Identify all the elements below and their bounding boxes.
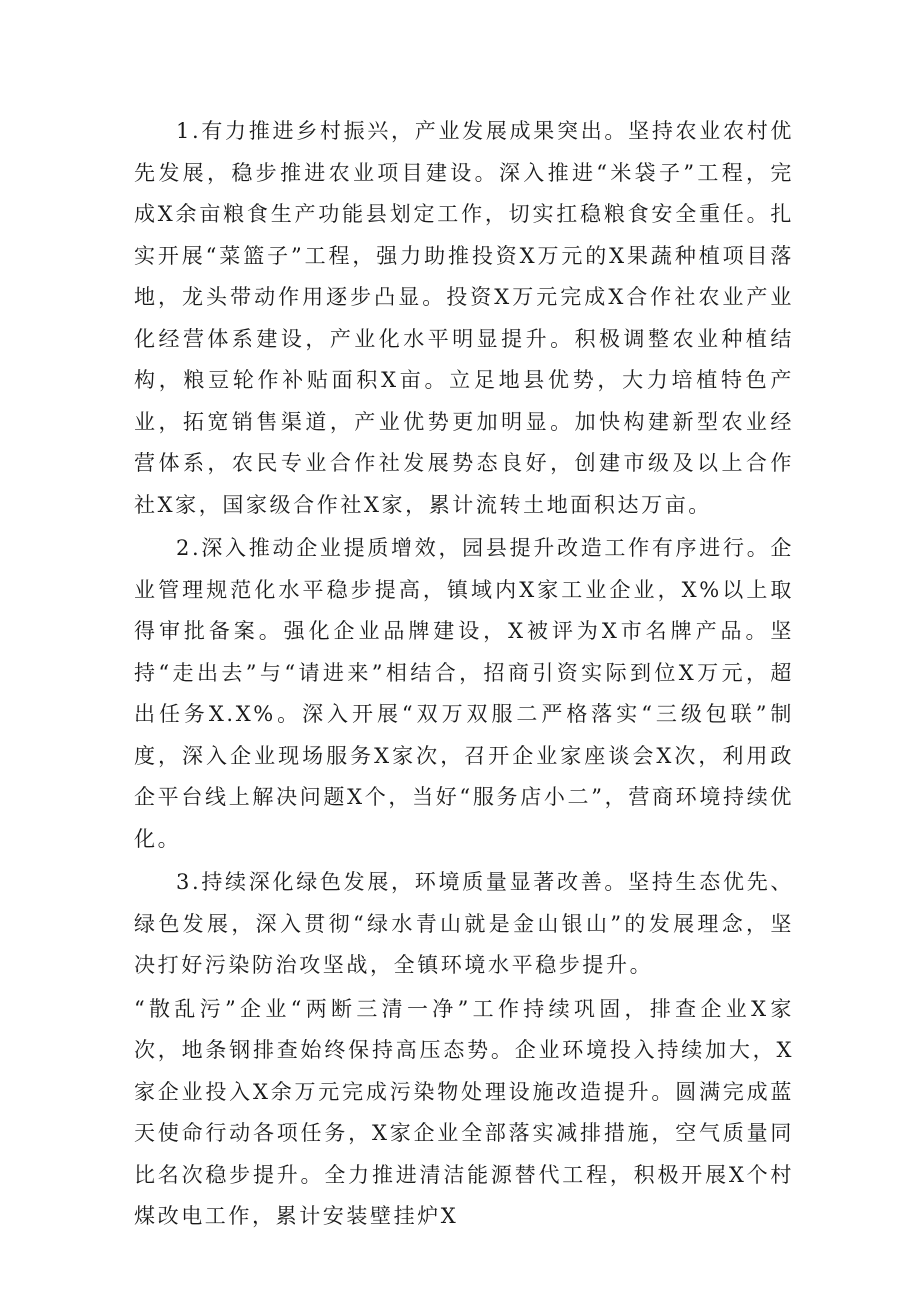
paragraph-enterprise-efficiency: 2.深入推动企业提质增效，园县提升改造工作有序进行。企业管理规范化水平稳步提高，镇域内X家工业企业，X%以上取得审批备案。强化企业品牌建设，X被评为X市名牌产品。坚持“走出去”与“请进来”相结合，招商引资实际到位X万元，超出任务X.X%。深入开展“双万双服二严格落实“三级包联”制度，深入企业现场服务X家次，召开企业家座谈会X次，利用政企平台线上解决问题X个，当好“服务店小二”，营商环境持续优化。 bbox=[134, 536, 794, 851]
paragraph-pollution-control: “散乱污”企业“两断三清一净”工作持续巩固，排查企业X家次，地条钢排查始终保持高压态势。企业环境投入持续加大，X家企业投入X余万元完成污染物处理设施改造提升。圆满完成蓝天使命行动各项任务，X家企业全部落实减排措施，空气质量同比名次稳步提升。全力推进清洁能源替代工程，积极开展X个村煤改电工作，累计安装壁挂炉X bbox=[134, 996, 794, 1228]
paragraph-rural-revitalization: 1.有力推进乡村振兴，产业发展成果突出。坚持农业农村优先发展，稳步推进农业项目建设。深入推进“米袋子”工程，完成X余亩粮食生产功能县划定工作，切实扛稳粮食安全重任。扎实开展“菜篮子”工程，强力助推投资X万元的X果蔬种植项目落地，龙头带动作用逐步凸显。投资X万元完成X合作社农业产业化经营体系建设，产业化水平明显提升。积极调整农业种植结构，粮豆轮作补贴面积X亩。立足地县优势，大力培植特色产业，拓宽销售渠道，产业优势更加明显。加快构建新型农业经营体系，农民专业合作社发展势态良好，创建市级及以上合作社X家，国家级合作社X家，累计流转土地面积达万亩。 bbox=[134, 119, 794, 517]
paragraph-green-development: 3.持续深化绿色发展，环境质量显著改善。坚持生态优先、绿色发展，深入贯彻“绿水青山就是金山银山”的发展理念，坚决打好污染防治攻坚战，全镇环境水平稳步提升。 bbox=[134, 870, 794, 977]
document-body bbox=[134, 111, 794, 1238]
